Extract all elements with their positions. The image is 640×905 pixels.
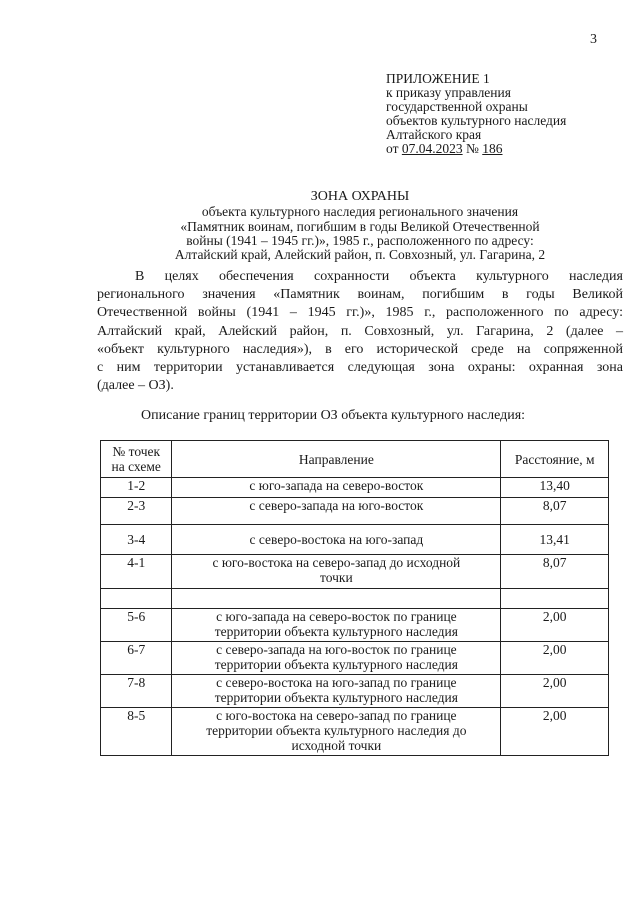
cell-distance: 2,00	[501, 708, 609, 756]
header-distance: Расстояние, м	[501, 441, 609, 478]
appendix-line: Алтайского края	[386, 127, 482, 142]
title-line: войны (1941 – 1945 гг.)», 1985 г., расположенного по адресу:	[186, 232, 534, 248]
appendix-date-line	[386, 142, 566, 156]
cell-distance: 2,00	[501, 609, 609, 642]
cell-direction: с юго-запада на северо-восток по границе территории объекта культурного наследия	[172, 609, 501, 642]
cell-direction: с юго-востока на северо-запад до исходной точки	[172, 555, 501, 589]
cell-direction: с юго-запада на северо-восток	[172, 478, 501, 498]
intro-paragraph	[97, 268, 623, 395]
title-line: объекта культурного наследия регионального значения	[201, 204, 519, 220]
intro-line: с ним территории устанавливается следующая зона охраны: охранная зона	[97, 360, 623, 376]
cell-distance: 2,00	[501, 675, 609, 708]
table-row-empty	[101, 589, 609, 609]
number-prefix: №	[465, 141, 479, 156]
table-row	[101, 498, 609, 525]
header-point-numbers: № точек на схеме	[101, 441, 172, 478]
cell-direction: с северо-запада на юго-восток	[172, 498, 501, 525]
appendix-line: объектов культурного наследия	[386, 113, 567, 128]
cell-direction: с северо-востока на юго-запад по границе территории объекта культурного наследия	[172, 675, 501, 708]
cell-points: 3-4	[101, 525, 172, 555]
title-line: «Памятник воинам, погибшим в годы Великой Отечественной	[180, 218, 540, 234]
table-row	[101, 642, 609, 675]
document-heading: ЗОНА ОХРАНЫ	[310, 189, 410, 204]
cell-distance	[501, 589, 609, 609]
cell-points: 8-5	[101, 708, 172, 756]
cell-points: 7-8	[101, 675, 172, 708]
cell-points: 6-7	[101, 642, 172, 675]
table-row	[101, 675, 609, 708]
cell-distance: 13,41	[501, 525, 609, 555]
table-row	[101, 555, 609, 589]
cell-points: 4-1	[101, 555, 172, 589]
intro-line: (далее – ОЗ).	[97, 378, 174, 394]
appendix-line: к приказу управления	[386, 85, 511, 100]
page-number: 3	[590, 32, 597, 47]
table-caption: Описание границ территории ОЗ объекта культурного наследия:	[141, 408, 526, 423]
cell-points: 1-2	[101, 478, 172, 498]
date-prefix: от	[386, 141, 399, 156]
cell-points	[101, 589, 172, 609]
table-row	[101, 478, 609, 498]
cell-direction	[172, 589, 501, 609]
header-direction: Направление	[172, 441, 501, 478]
document-title-block	[100, 190, 620, 262]
cell-direction: с северо-запада на юго-восток по границе территории объекта культурного наследия	[172, 642, 501, 675]
table-header-row	[101, 441, 609, 478]
intro-line: «объект культурного наследия»), в его исторической среде на сопряженной	[97, 341, 623, 357]
appendix-block	[386, 72, 566, 156]
order-number: 186	[482, 141, 503, 156]
boundary-table	[100, 440, 609, 756]
cell-direction: с юго-востока на северо-запад по границе территории объекта культурного наследия до исходной точки	[172, 708, 501, 756]
cell-points: 5-6	[101, 609, 172, 642]
appendix-line: государственной охраны	[386, 99, 528, 114]
intro-line: регионального значения «Памятник воинам, погибшим в годы Великой	[97, 287, 623, 303]
table-row	[101, 609, 609, 642]
intro-line: Алтайский край, Алейский район, п. Совхозный, ул. Гагарина, 2 (далее –	[97, 323, 623, 339]
title-line: Алтайский край, Алейский район, п. Совхозный, ул. Гагарина, 2	[174, 247, 546, 263]
intro-line: В целях обеспечения сохранности объекта культурного наследия	[135, 269, 623, 284]
cell-direction: с северо-востока на юго-запад	[172, 525, 501, 555]
cell-distance: 8,07	[501, 498, 609, 525]
table-row	[101, 708, 609, 756]
cell-points: 2-3	[101, 498, 172, 525]
order-date: 07.04.2023	[401, 141, 463, 156]
cell-distance: 8,07	[501, 555, 609, 589]
cell-distance: 13,40	[501, 478, 609, 498]
table-row	[101, 525, 609, 555]
appendix-title: ПРИЛОЖЕНИЕ 1	[386, 71, 490, 86]
intro-line: Отечественной войны (1941 – 1945 гг.)», 1985 г., расположенного по адресу:	[97, 305, 623, 321]
cell-distance: 2,00	[501, 642, 609, 675]
